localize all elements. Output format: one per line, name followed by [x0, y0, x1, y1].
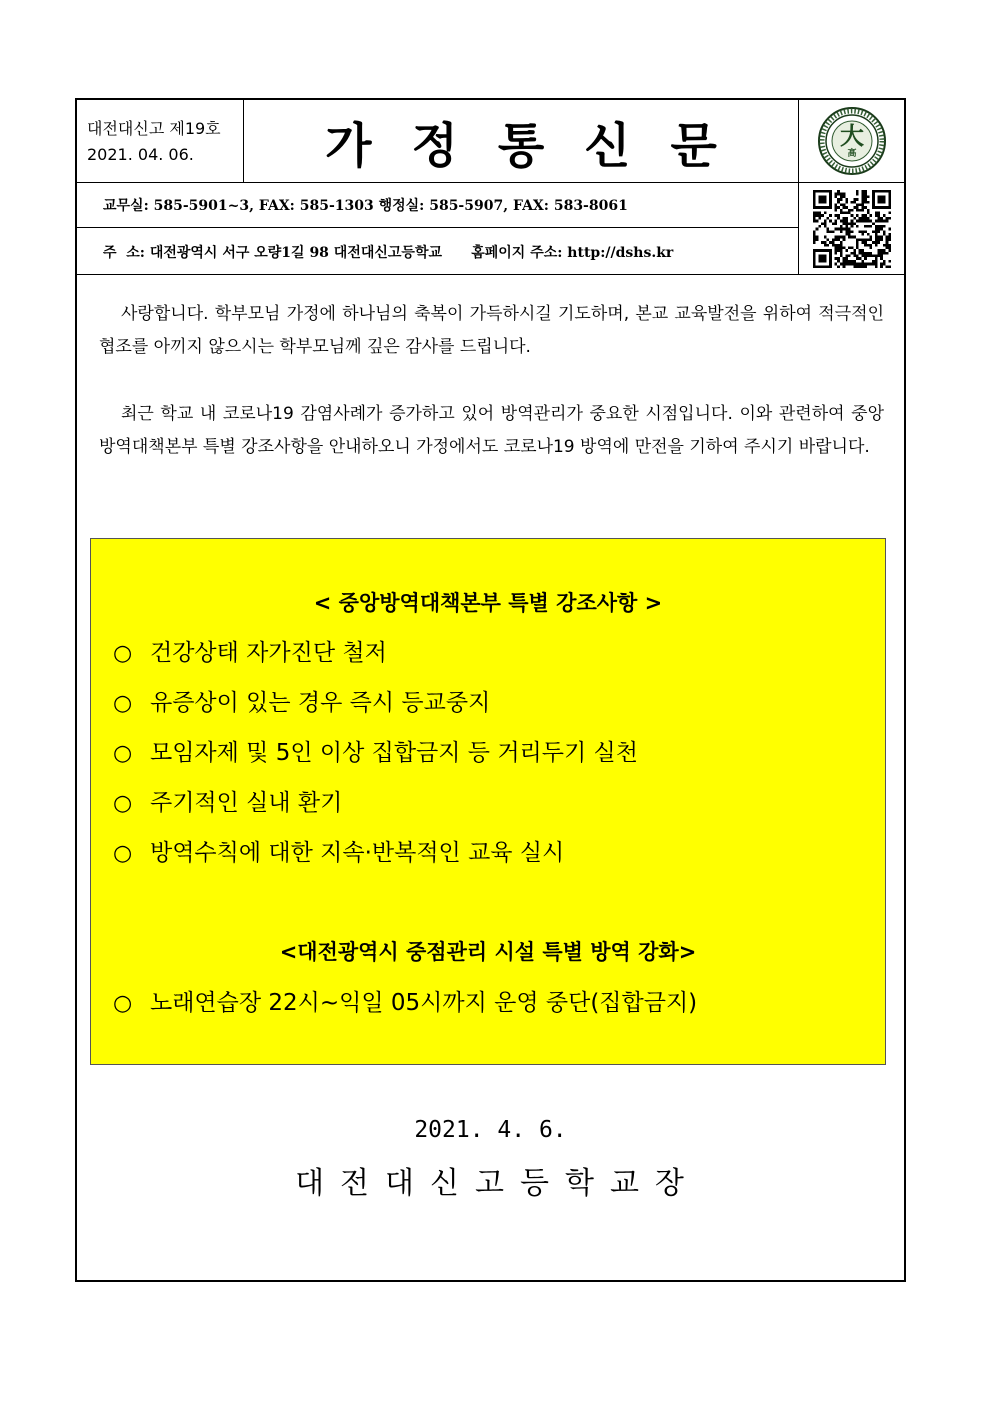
logo-char: 大: [839, 121, 864, 150]
circle-bullet-icon: ○: [113, 641, 133, 666]
notice-heading-central: < 중앙방역대책본부 특별 강조사항 >: [313, 591, 663, 615]
list-item: ○ 방역수칙에 대한 지속·반복적인 교육 실시: [113, 835, 638, 885]
highlight-box: [90, 538, 886, 1065]
issue-info: [77, 100, 244, 183]
list-item: ○ 유증상이 있는 경우 즉시 등교중지: [113, 685, 638, 735]
logo-sub: 高: [846, 149, 857, 159]
circle-bullet-icon: ○: [113, 691, 133, 716]
contact-address: 주 소: 대전광역시 서구 오량1길 98 대전대신고등학교 홈페이지 주소: http://dshs.kr: [77, 228, 798, 275]
issue-number: 대전대신고 제19호: [87, 119, 221, 138]
qr-code: [798, 183, 904, 275]
daejeon-guideline-list: [113, 985, 697, 1035]
header-table: [77, 100, 904, 275]
circle-bullet-icon: ○: [113, 991, 133, 1016]
principal-signature: 대전대신고등학교장: [295, 1166, 700, 1201]
greeting-paragraph: 사랑합니다. 학부모님 가정에 하나님의 축복이 가득하시길 기도하며, 본교 교육발전을 위하여 적극적인 협조를 아끼지 않으시는 학부모님께 깊은 감사를 드립니다.: [99, 304, 884, 357]
circle-bullet-icon: ○: [113, 791, 133, 816]
list-item: ○ 주기적인 실내 환기: [113, 785, 638, 835]
school-logo: [798, 100, 904, 183]
list-item: ○ 모임자제 및 5인 이상 집합금지 등 거리두기 실천: [113, 735, 638, 785]
issue-date-footer: 2021. 4. 6.: [414, 1117, 567, 1143]
central-guideline-list: [113, 635, 638, 885]
notice-heading-daejeon: <대전광역시 중점관리 시설 특별 방역 강화>: [279, 940, 697, 964]
school-emblem-icon: [817, 106, 887, 176]
circle-bullet-icon: ○: [113, 841, 133, 866]
qr-code-icon: [813, 190, 891, 268]
list-item: ○ 건강상태 자가진단 철저: [113, 635, 638, 685]
list-item: ○ 노래연습장 22시~익일 05시까지 운영 중단(집합금지): [113, 985, 697, 1035]
contact-phone: 교무실: 585-5901~3, FAX: 585-1303 행정실: 585-5907, FAX: 583-8061: [77, 183, 798, 228]
page-title: 가정통신문: [244, 100, 798, 183]
circle-bullet-icon: ○: [113, 741, 133, 766]
newsletter-frame: [75, 98, 906, 1282]
issue-date: 2021. 04. 06.: [87, 145, 194, 164]
notice-paragraph: 최근 학교 내 코로나19 감염사례가 증가하고 있어 방역관리가 중요한 시점입니다. 이와 관련하여 중앙방역대책본부 특별 강조사항을 안내하오니 가정에서도 코로나19 방역에 만전을 기하여 주시기 바랍니다.: [99, 404, 884, 457]
